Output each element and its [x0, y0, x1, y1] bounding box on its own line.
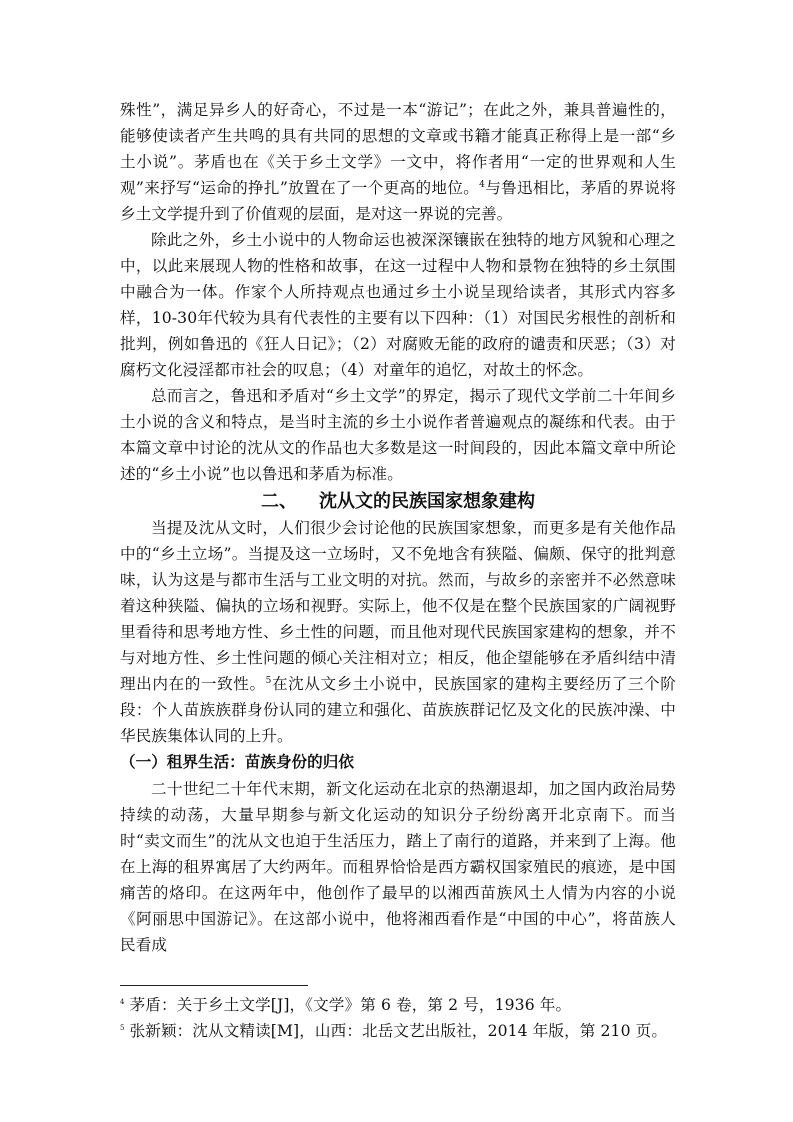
footnote-mark: 5	[120, 1023, 125, 1032]
footnote	[120, 1018, 676, 1044]
footnote-mark: 4	[120, 997, 125, 1006]
footnote-text: 茅盾：关于乡土文学[J]，《文学》第 6 卷，第 2 号，1936 年。	[129, 996, 572, 1014]
section-title: 沈从文的民族国家想象建构	[319, 491, 535, 512]
footnote-separator	[120, 985, 308, 986]
paragraph: 总而言之，鲁迅和矛盾对“乡土文学”的界定，揭示了现代文学前二十年间乡土小说的含义和特点，是当时主流的乡土小说作者普遍观点的凝练和代表。由于本篇文章中讨论的沈从文的作品也大多数是这一时间段的，因此本篇文章中所论述的“乡土小说”也以鲁迅和茅盾为标准。	[120, 387, 676, 483]
footnote	[120, 992, 676, 1018]
paragraph: 二十世纪二十年代末期，新文化运动在北京的热潮退却，加之国内政治局势持续的动荡，大量早期参与新文化运动的知识分子纷纷离开北京南下。而当时“卖文而生”的沈从文也迫于生活压力，踏上了南行的道路，并来到了上海。他在上海的租界寓居了大约两年。而租界恰恰是西方霸权国家殖民的痕迹，是中国痛苦的烙印。在这两年中，他创作了最早的以湘西苗族风土人情为内容的小说《阿丽思中国游记》。在这部小说中，他将湘西看作是“中国的中心”，将苗族人民看成	[120, 780, 676, 954]
footnote-ref[interactable]: 4	[479, 179, 485, 190]
footnote-ref[interactable]: 5	[265, 675, 272, 686]
paragraph: 除此之外，乡土小说中的人物命运也被深深镶嵌在独特的地方风貌和心理之中，以此来展现人物的性格和故事，在这一过程中人物和景物在独特的乡土氛围中融合为一体。作家个人所持观点也通过乡土小说呈现给读者，其形式内容多样，10-30年代较为具有代表性的主要有以下四种：（1）对国民劣根性的剖析和批判，例如鲁迅的《狂人日记》；（2）对腐败无能的政府的谴责和厌恶；（3）对腐朽文化浸淫都市社会的叹息；（4）对童年的追忆，对故土的怀念。	[120, 231, 676, 379]
body-text	[120, 97, 676, 958]
footnotes	[120, 992, 676, 1044]
section-heading	[120, 489, 676, 515]
section-number: 二、	[261, 491, 297, 512]
paragraph: 殊性”，满足异乡人的好奇心，不过是一本“游记”；在此之外，兼具普遍性的，能够使读者产生共鸣的具有共同的思想的文章或书籍才能真正称得上是一部“乡土小说”。茅盾也在《关于乡土文学》一文中，将作者用“一定的世界观和人生观”来抒写“运命的挣扎”放置在了一个更高的地位。$^4$与鲁迅相比，茅盾的界说将乡土文学提升到了价值观的层面，是对这一界说的完善。	[120, 101, 676, 223]
paragraph: 当提及沈从文时，人们很少会讨论他的民族国家想象，而更多是有关他作品中的“乡土立场”。当提及这一立场时，又不免地含有狭隘、偏颇、保守的批判意味，认为这是与都市生活与工业文明的对抗。然而，与故乡的亲密并不必然意味着这种狭隘、偏执的立场和视野。实际上，他不仅是在整个民族国家的广阔视野里看待和思考地方性、乡土性的问题，而且他对现代民族国家建构的想象，并不与对地方性、乡土性问题的倾心关注相对立；相反，他企望能够在矛盾纠结中清理出内在的一致性。$^5$在沈从文乡土小说中，民族国家的建构主要经历了三个阶段：个人苗族族群身份认同的建立和强化、苗族族群记忆及文化的民族冲澡、中华民族集体认同的上升。	[120, 519, 676, 745]
footnote-text: 张新颖：沈从文精读[M]，山西：北岳文艺出版社，2014 年版，第 210 页。	[129, 1022, 668, 1040]
subsection-heading: （一）租界生活：苗族身份的归依	[120, 753, 354, 771]
